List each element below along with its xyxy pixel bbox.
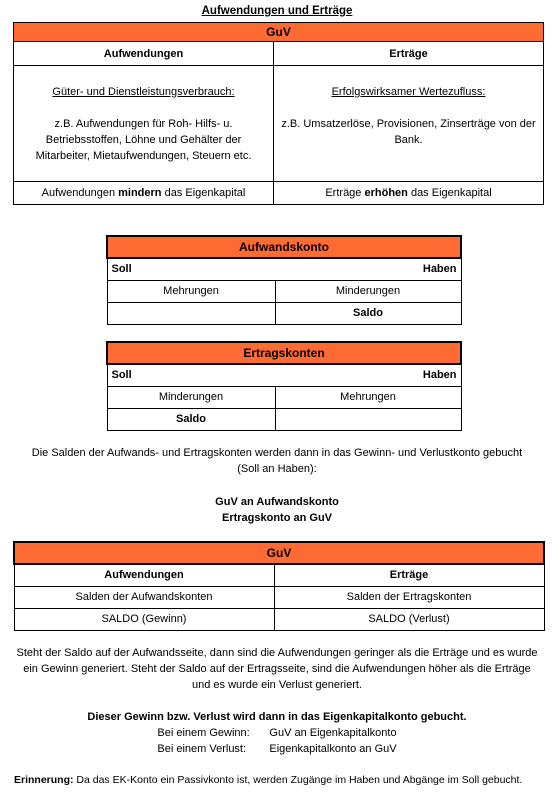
- col-header-aufwendungen: Aufwendungen: [14, 42, 274, 66]
- aufwandskonto-table: [106, 235, 462, 325]
- page-title: Aufwendungen und Erträge: [201, 5, 353, 17]
- ertragskonten-soll: Soll: [107, 364, 275, 386]
- ertragskonten-minderungen: Minderungen: [107, 386, 275, 408]
- guv-result-col-ertraege: Erträge: [274, 564, 544, 586]
- aufwendungen-effect: Aufwendungen mindern das Eigenkapital: [14, 182, 274, 205]
- conclusion-text: Dieser Gewinn bzw. Verlust wird dann in das Eigenkapitalkonto gebucht.: [87, 711, 467, 723]
- reminder-label: Erinnerung:: [14, 774, 74, 786]
- aufwendungen-description: [14, 66, 274, 182]
- aufwandskonto-haben: Haben: [275, 258, 461, 280]
- salden-ertragskonten: Salden der Ertragskonten: [274, 586, 544, 608]
- ertragskonten-title: Ertragskonten: [107, 342, 461, 364]
- ertragskonten-table: [106, 341, 462, 431]
- guv-result-title: GuV: [14, 542, 544, 564]
- ertragskonten-mehrungen: Mehrungen: [275, 386, 461, 408]
- booking-line-1: GuV an Aufwandskonto: [215, 496, 339, 508]
- gewinn-value: GuV an Eigenkapitalkonto: [269, 727, 397, 739]
- ertragskonten-empty-cell: [275, 408, 461, 430]
- col-header-ertraege: Erträge: [274, 42, 544, 66]
- ertragskonten-haben: Haben: [275, 364, 461, 386]
- aufwandskonto-mehrungen: Mehrungen: [107, 280, 275, 302]
- verlust-booking: [0, 741, 554, 757]
- ertraege-description: [274, 66, 544, 182]
- aufwendungen-examples: z.B. Aufwendungen für Roh- Hilfs- u. Betriebsstoffen, Löhne und Gehälter der Mitarbeiter, Mietaufwendungen, Steuern etc.: [35, 117, 252, 162]
- guv-result-table: [13, 541, 545, 631]
- booking-line-2: Ertragskonto an GuV: [221, 512, 333, 524]
- aufwandskonto-minderungen: Minderungen: [275, 280, 461, 302]
- reminder-note: [14, 773, 544, 787]
- ertraege-effect: Erträge erhöhen das Eigenkapital: [274, 182, 544, 205]
- intro-text: Die Salden der Aufwands- und Ertragskonten werden dann in das Gewinn- und Verlustkonto gebucht (Soll an Haben):: [31, 447, 523, 475]
- guv-result-col-aufwendungen: Aufwendungen: [14, 564, 274, 586]
- saldo-verlust: SALDO (Verlust): [274, 608, 544, 630]
- ertraege-heading: Erfolgswirksamer Wertezufluss:: [331, 85, 486, 98]
- aufwendungen-heading: Güter- und Dienstleistungsverbrauch:: [52, 85, 235, 98]
- aufwandskonto-title: Aufwandskonto: [107, 236, 461, 258]
- verlust-label: Bei einem Verlust:: [157, 743, 247, 755]
- gewinn-label: Bei einem Gewinn:: [157, 727, 250, 739]
- aufwandskonto-soll: Soll: [107, 258, 275, 280]
- guv-overview-title: GuV: [14, 23, 544, 42]
- ertraege-examples: z.B. Umsatzerlöse, Provisionen, Zinserträge von der Bank.: [281, 117, 536, 146]
- aufwandskonto-saldo: Saldo: [275, 302, 461, 324]
- explanation-text: Steht der Saldo auf der Aufwandsseite, dann sind die Aufwendungen geringer als die Erträge und es wurde ein Gewinn generiert. Steht der Saldo auf der Ertragsseite, sind die Aufwendungen höher als die Erträge und es wurde ein Verlust generiert.: [16, 647, 538, 691]
- guv-overview-table: [13, 22, 544, 205]
- verlust-value: Eigenkapitalkonto an GuV: [269, 743, 397, 755]
- reminder-text: Da das EK-Konto ein Passivkonto ist, werden Zugänge im Haben und Abgänge im Soll gebucht.: [73, 774, 523, 786]
- salden-aufwandskonten: Salden der Aufwandskonten: [14, 586, 274, 608]
- gewinn-booking: [0, 725, 554, 741]
- ertragskonten-saldo: Saldo: [107, 408, 275, 430]
- saldo-gewinn: SALDO (Gewinn): [14, 608, 274, 630]
- aufwandskonto-empty-cell: [107, 302, 275, 324]
